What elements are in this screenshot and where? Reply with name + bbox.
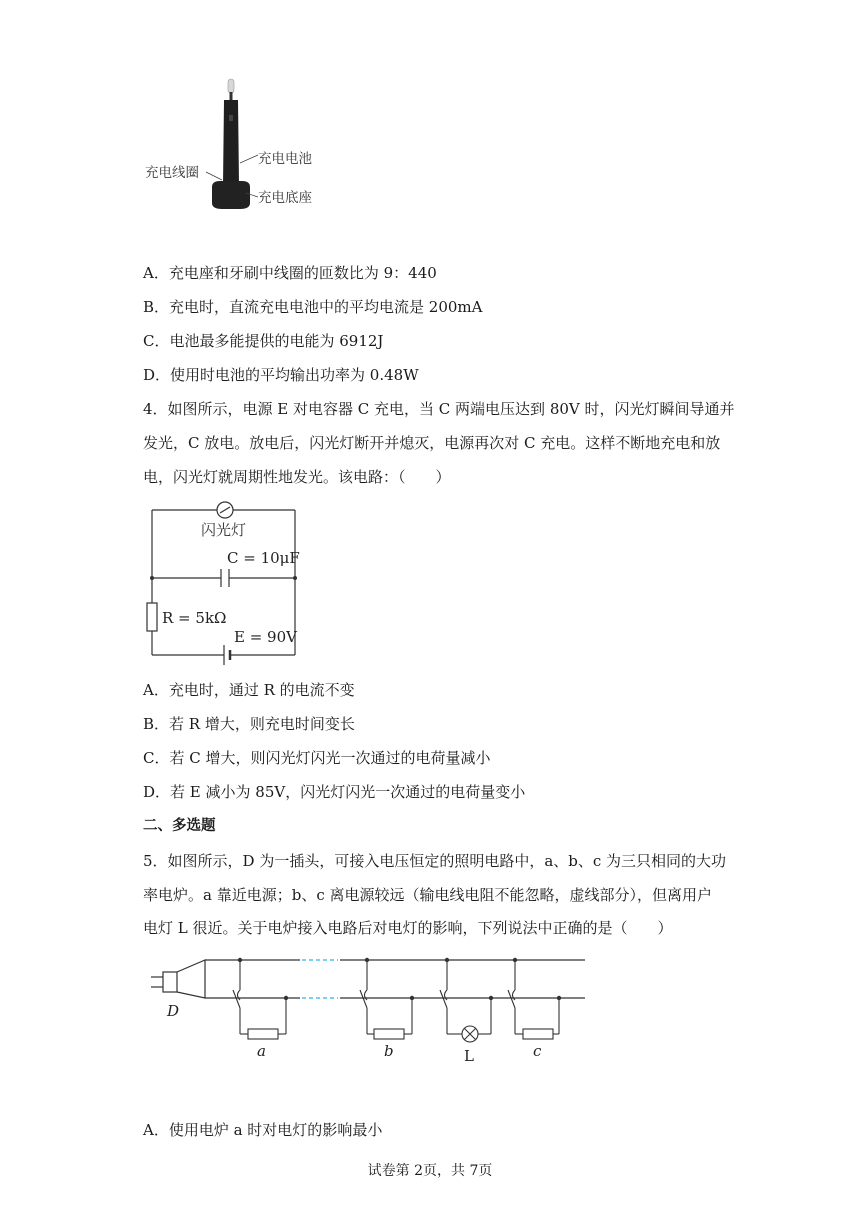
q3-option-d: D．使用时电池的平均输出功率为 0.48W [143, 366, 419, 384]
flash-lamp-label: 闪光灯 [201, 521, 247, 539]
q4-option-c: C．若 C 增大，则闪光灯闪光一次通过的电荷量减小 [143, 749, 491, 767]
resistor-label: R = 5kΩ [162, 609, 227, 627]
q4-stem-line1: 4．如图所示，电源 E 对电容器 C 充电，当 C 两端电压达到 80V 时，闪光灯瞬间导通并 [143, 400, 735, 418]
capacitor-label: C = 10μF [227, 549, 300, 567]
q5-stem-line2: 率电炉。a 靠近电源；b、c 离电源较远（输电线电阻不能忽略，虚线部分），但离用户 [143, 886, 712, 904]
stove-a-label: a [257, 1042, 266, 1060]
q3-option-b: B．充电时，直流充电电池中的平均电流是 200mA [143, 298, 483, 316]
q5-option-a: A．使用电炉 a 时对电灯的影响最小 [143, 1121, 383, 1139]
coil-label: 充电线圈 [145, 165, 199, 181]
base-label: 充电底座 [258, 190, 312, 206]
lamp-l-label: L [464, 1047, 474, 1065]
stove-b-label: b [384, 1042, 394, 1060]
q4-stem-line3: 电，闪光灯就周期性地发光。该电路：（ ） [143, 468, 451, 486]
q4-stem-line2: 发光，C 放电。放电后，闪光灯断开并熄灭，电源再次对 C 充电。这样不断地充电和放 [143, 434, 721, 452]
q3-option-c: C．电池最多能提供的电能为 6912J [143, 332, 384, 350]
toothbrush-figure [140, 75, 340, 220]
emf-label: E = 90V [234, 628, 297, 646]
q4-option-b: B．若 R 增大，则充电时间变长 [143, 715, 355, 733]
section-heading: 二、多选题 [143, 818, 216, 834]
plug-label: D [167, 1002, 180, 1020]
q4-option-a: A．充电时，通过 R 的电流不变 [143, 681, 355, 699]
q3-option-a: A．充电座和牙刷中线圈的匝数比为 9：440 [143, 264, 437, 282]
q5-stem-line3: 电灯 L 很近。关于电炉接入电路后对电灯的影响，下列说法中正确的是（ ） [143, 919, 673, 937]
stove-c-label: c [533, 1042, 542, 1060]
battery-label: 充电电池 [258, 151, 312, 167]
q4-option-d: D．若 E 减小为 85V，闪光灯闪光一次通过的电荷量变小 [143, 783, 526, 801]
stove-circuit-figure [145, 950, 595, 1065]
q5-stem-line1: 5．如图所示，D 为一插头，可接入电压恒定的照明电路中，a、b、c 为三只相同的大功 [143, 852, 727, 870]
flash-circuit-figure [145, 500, 305, 665]
page-footer: 试卷第 2页，共 7页 [367, 1163, 493, 1179]
